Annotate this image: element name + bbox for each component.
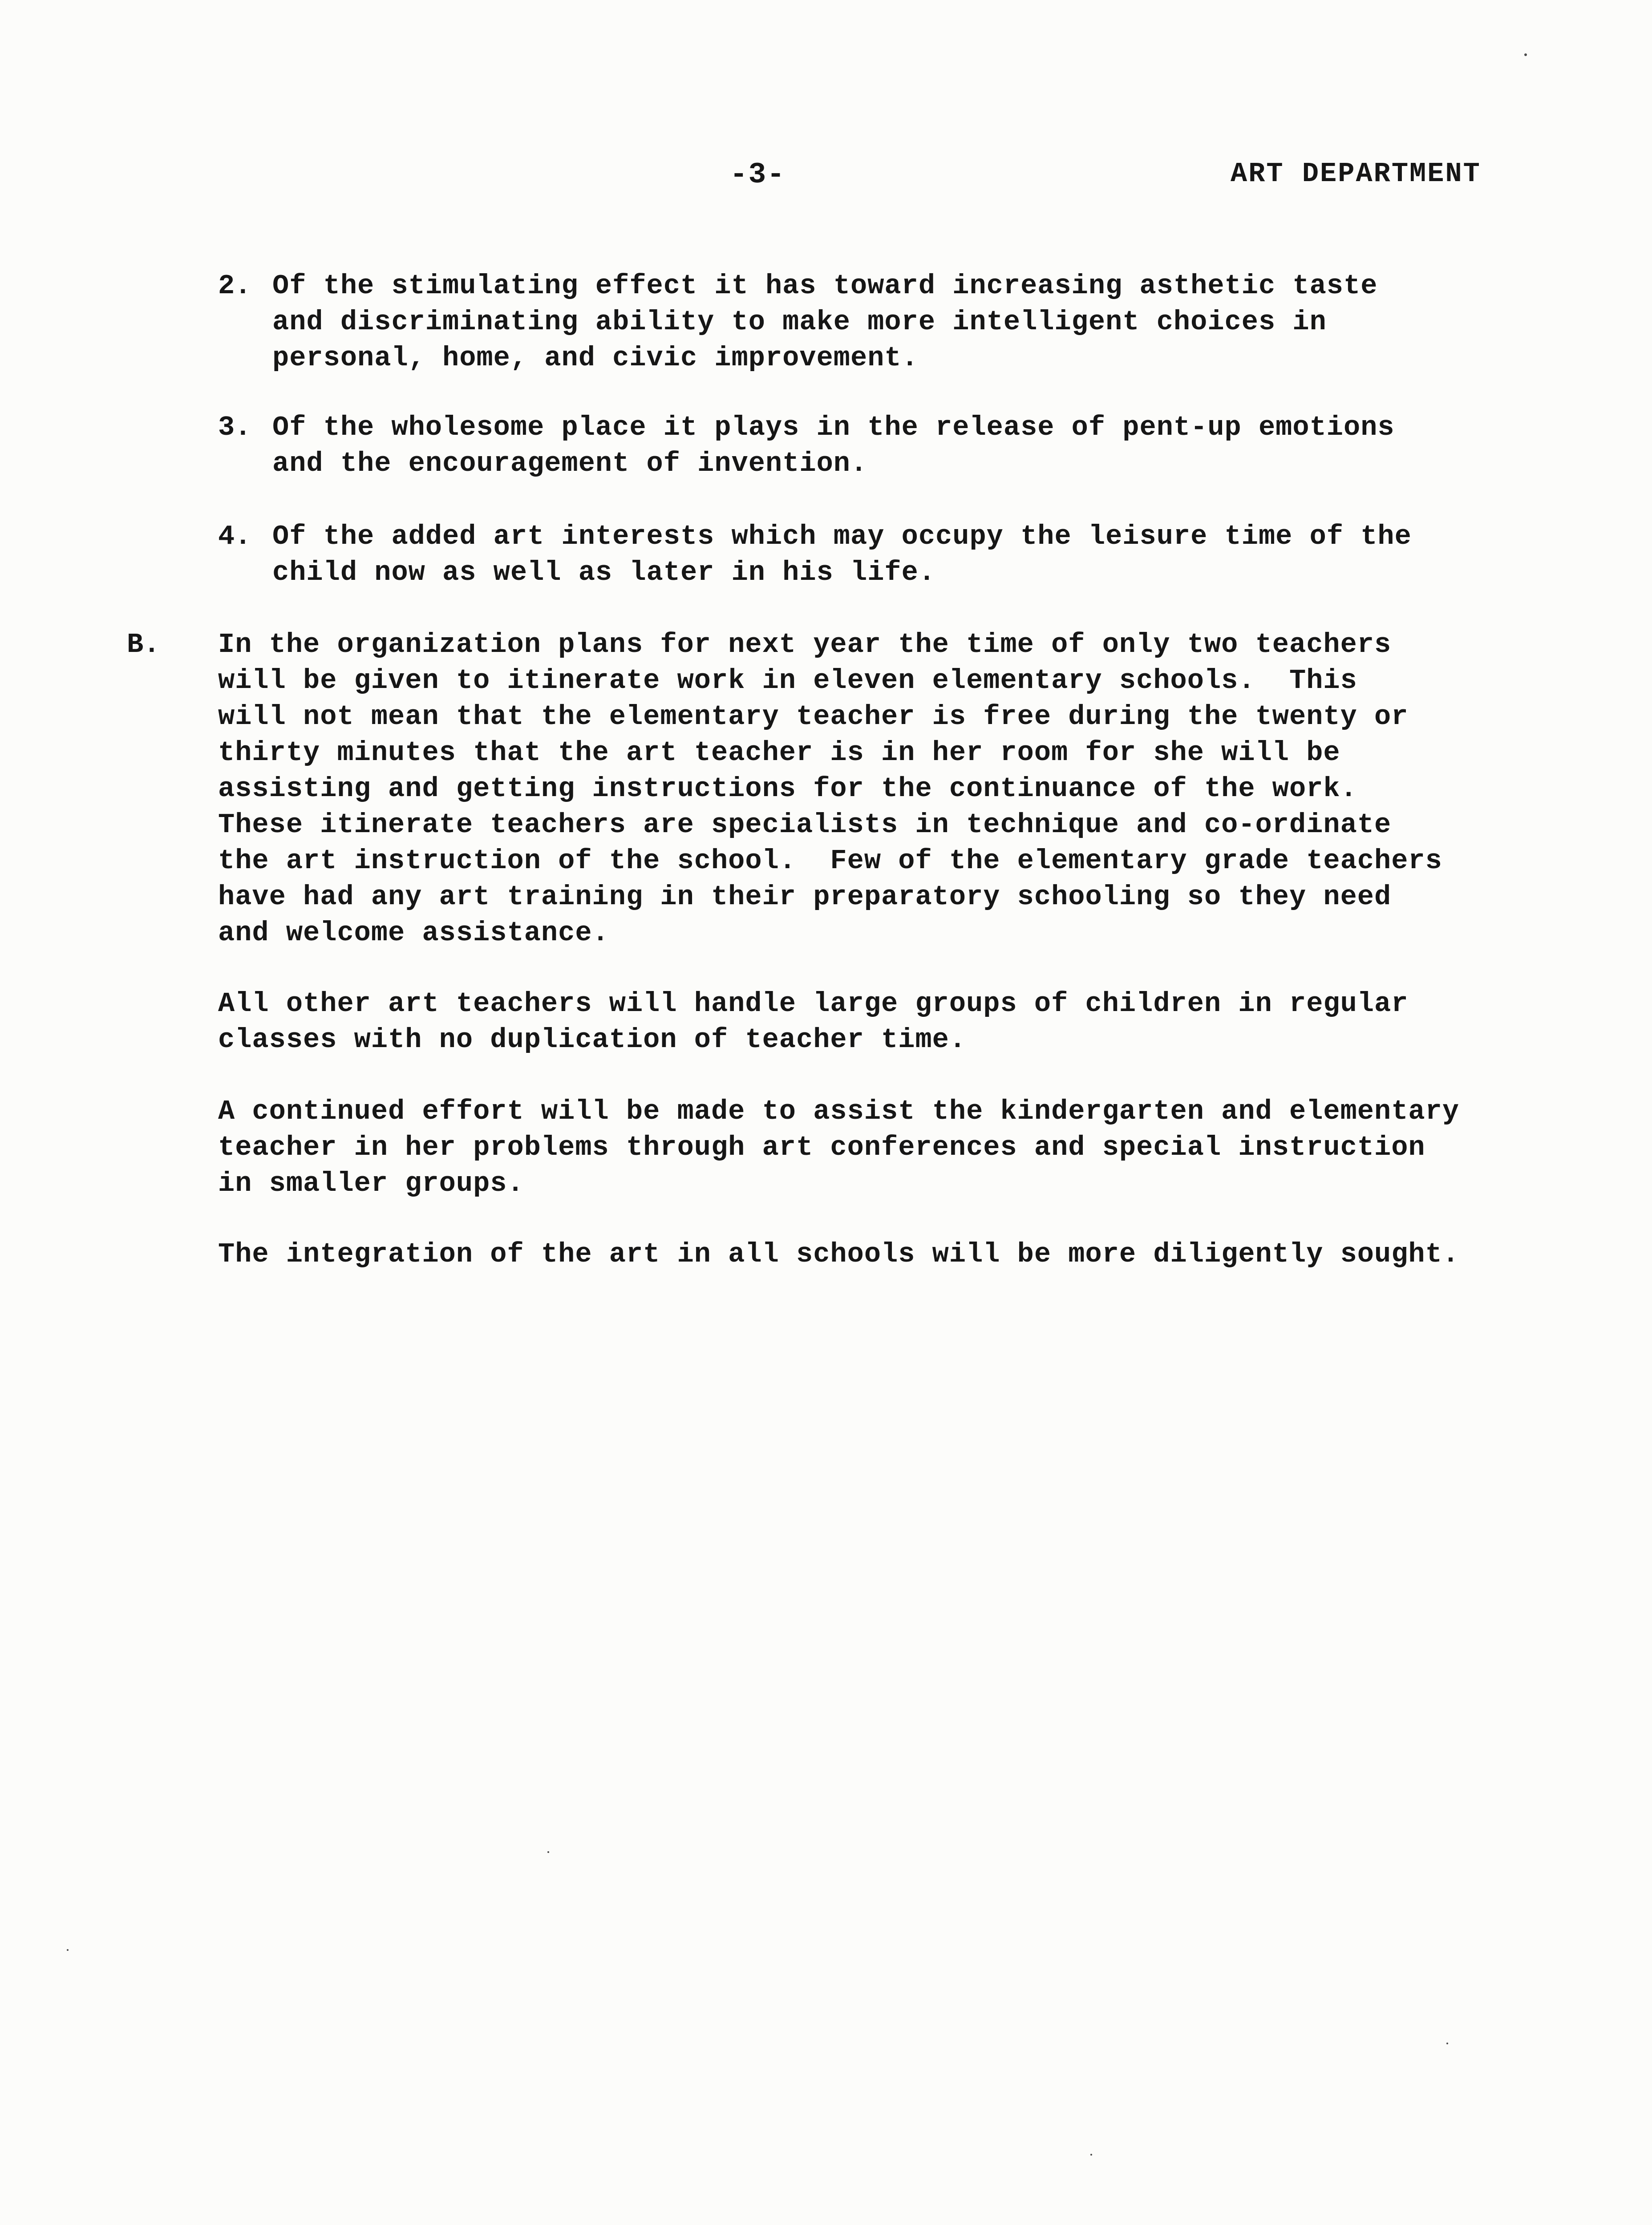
- para-3-line-1: A continued effort will be made to assist the kindergarten and elementary: [218, 1096, 1460, 1127]
- item-2-line-3: personal, home, and civic improvement.: [272, 342, 919, 374]
- item-2-line-1: Of the stimulating effect it has toward increasing asthetic taste: [272, 270, 1378, 302]
- para-1-line-7: the art instruction of the school. Few of the elementary grade teachers: [218, 845, 1442, 877]
- para-1-line-9: and welcome assistance.: [218, 917, 609, 949]
- page-number: -3-: [730, 158, 786, 191]
- item-4-marker: 4.: [218, 521, 251, 552]
- para-4-line-1: The integration of the art in all schools will be more diligently sought.: [218, 1238, 1460, 1270]
- para-2-line-2: classes with no duplication of teacher time.: [218, 1024, 967, 1056]
- item-4-line-2: child now as well as later in his life.: [272, 557, 936, 588]
- para-3-line-3: in smaller groups.: [218, 1168, 524, 1199]
- para-1-line-6: These itinerate teachers are specialists in technique and co-ordinate: [218, 809, 1392, 841]
- para-1-line-8: have had any art training in their preparatory schooling so they need: [218, 881, 1392, 913]
- department-heading: ART DEPARTMENT: [1231, 158, 1481, 190]
- para-3-line-2: teacher in her problems through art conferences and special instruction: [218, 1132, 1425, 1163]
- para-1-line-4: thirty minutes that the art teacher is in her room for she will be: [218, 737, 1340, 769]
- para-1-line-5: assisting and getting instructions for the continuance of the work.: [218, 773, 1357, 805]
- item-3-line-2: and the encouragement of invention.: [272, 448, 868, 479]
- scan-speck: [1090, 2154, 1092, 2156]
- scan-speck: [1524, 53, 1527, 56]
- item-3-marker: 3.: [218, 412, 251, 443]
- para-2-line-1: All other art teachers will handle large groups of children in regular: [218, 988, 1409, 1019]
- scan-speck: [67, 1949, 69, 1951]
- item-2-marker: 2.: [218, 270, 251, 302]
- section-b-marker: B.: [127, 629, 160, 660]
- item-4-line-1: Of the added art interests which may occupy the leisure time of the: [272, 521, 1412, 552]
- item-2-line-2: and discriminating ability to make more intelligent choices in: [272, 306, 1327, 338]
- para-1-line-1: In the organization plans for next year the time of only two teachers: [218, 629, 1392, 660]
- scan-speck: [547, 1851, 549, 1853]
- para-1-line-2: will be given to itinerate work in eleven elementary schools. This: [218, 665, 1357, 696]
- para-1-line-3: will not mean that the elementary teacher is free during the twenty or: [218, 701, 1409, 732]
- scan-speck: [1446, 2043, 1448, 2044]
- item-3-line-1: Of the wholesome place it plays in the release of pent-up emotions: [272, 412, 1395, 443]
